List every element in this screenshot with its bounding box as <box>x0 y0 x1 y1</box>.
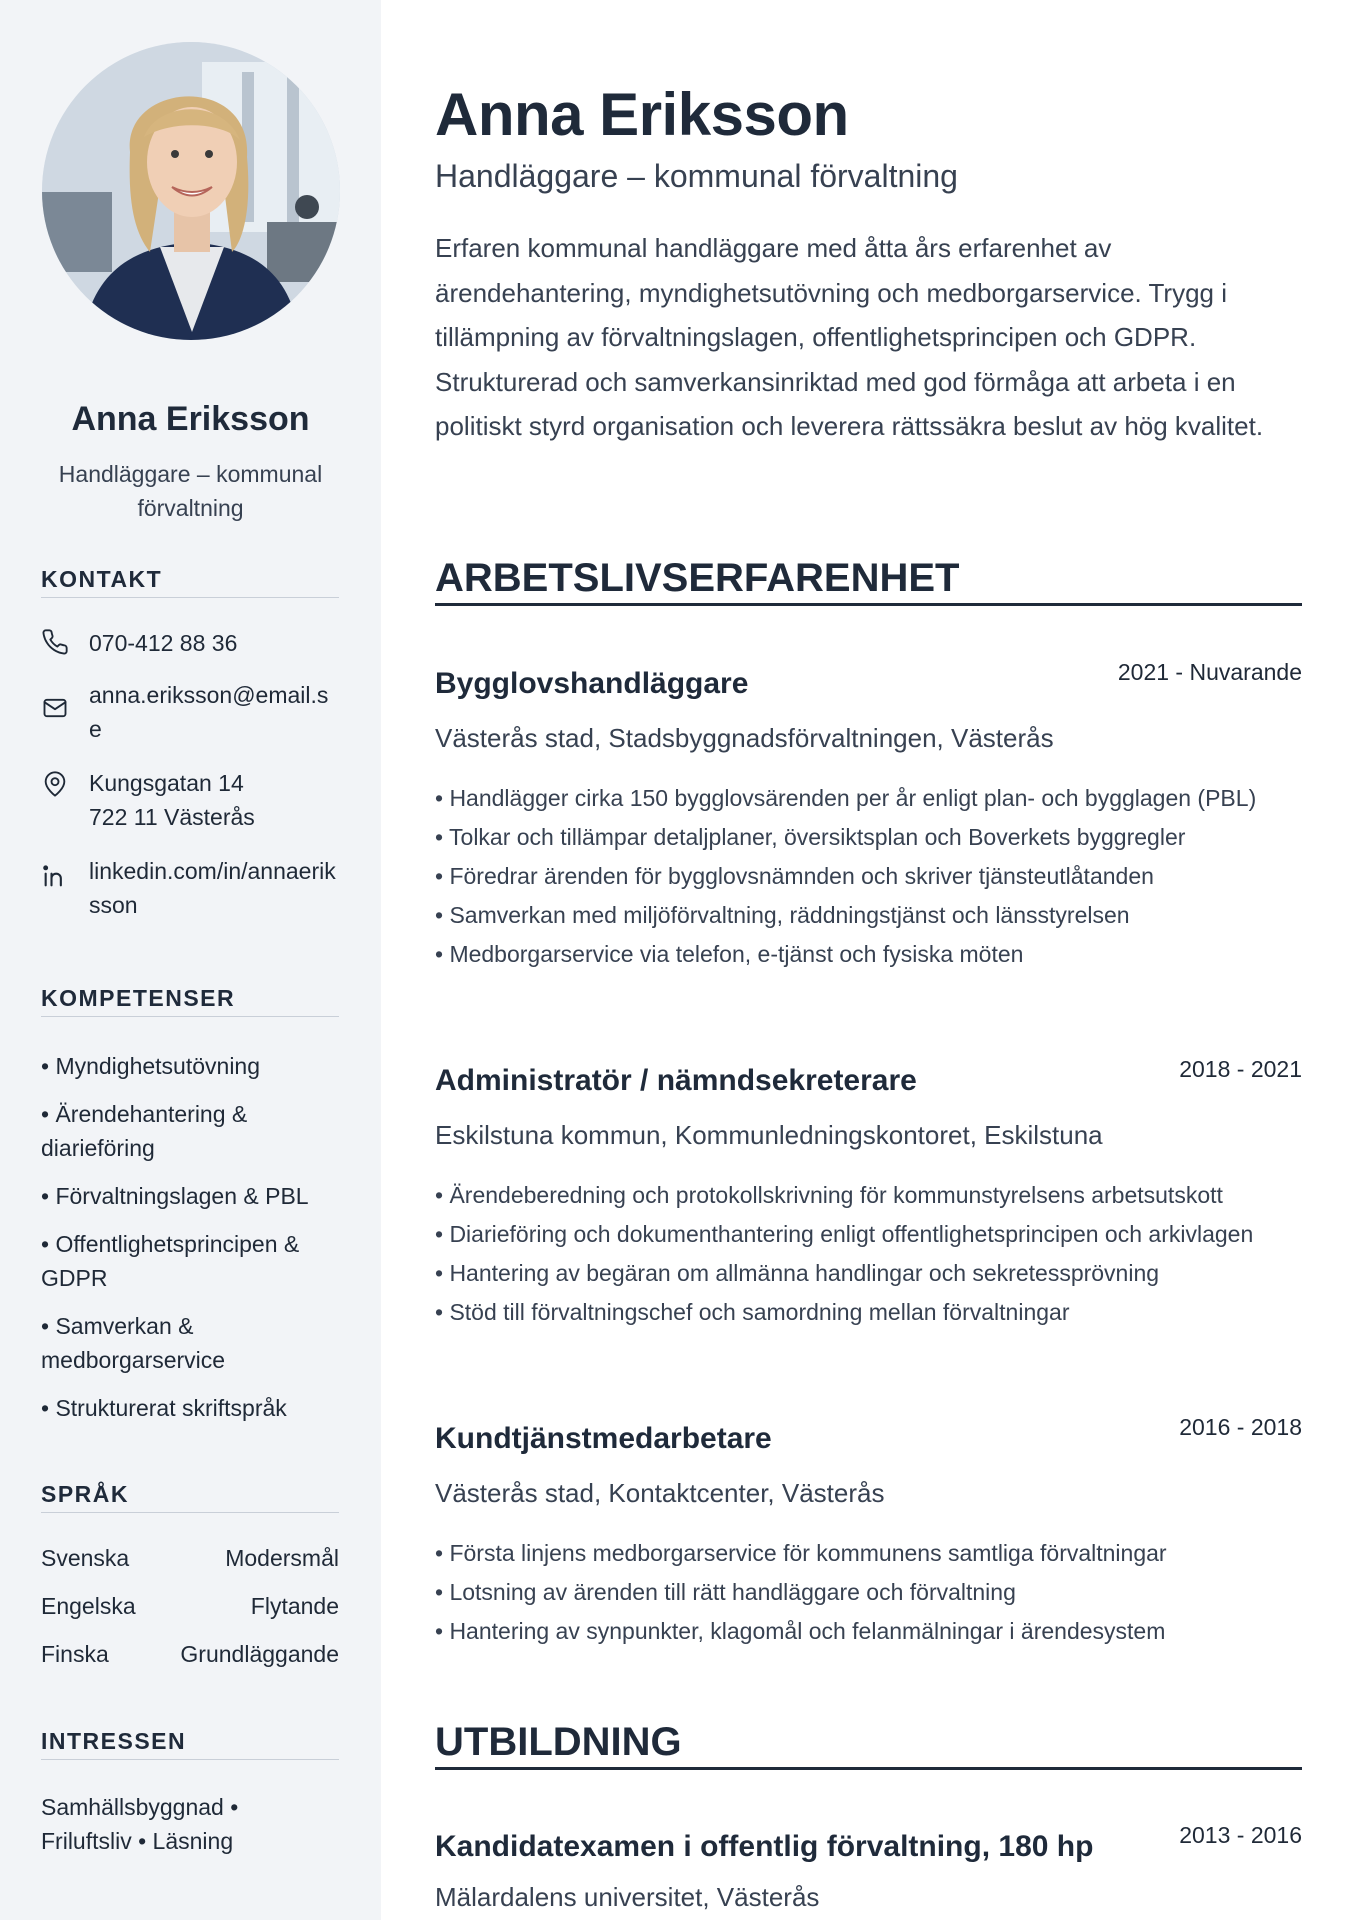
page-title: Anna Eriksson <box>435 81 849 148</box>
job-bullet: • Lotsning av ärenden till rätt handläggare och förvaltning <box>435 1579 1016 1605</box>
skill-item: • Myndighetsutövning <box>41 1053 261 1079</box>
profile-photo <box>42 42 340 340</box>
job-title: Bygglovshandläggare <box>435 667 749 700</box>
skills-section <box>41 985 339 1439</box>
skill-item: • Offentlighetsprincipen & GDPR <box>41 1231 300 1291</box>
job-bullet: • Stöd till förvaltningschef och samordning mellan förvaltningar <box>435 1299 1070 1325</box>
profile-photo-illustration <box>42 42 340 340</box>
skill-item: • Strukturerat skriftspråk <box>41 1395 287 1421</box>
job-bullet: • Hantering av synpunkter, klagomål och felanmälningar i ärendesystem <box>435 1618 1166 1644</box>
job-bullet: • Första linjens medborgarservice för kommunens samtliga förvaltningar <box>435 1540 1167 1566</box>
job-bullet: • Medborgarservice via telefon, e-tjänst och fysiska möten <box>435 941 1024 967</box>
job-organization: Eskilstuna kommun, Kommunledningskontoret, Eskilstuna <box>435 1120 1103 1150</box>
job-date: 2016 - 2018 <box>1179 1414 1302 1440</box>
job-bullet: • Handlägger cirka 150 bygglovsärenden per år enligt plan- och bygglagen (PBL) <box>435 785 1257 811</box>
email-address[interactable]: anna.eriksson@email.se <box>89 682 329 742</box>
language-level: Modersmål <box>225 1545 339 1571</box>
education-heading: UTBILDNING <box>435 1720 1302 1770</box>
contact-section <box>41 566 339 598</box>
experience-heading: ARBETSLIVSERFARENHET <box>435 556 1302 606</box>
language-name: Finska <box>41 1641 109 1667</box>
sidebar <box>0 0 381 1920</box>
address-line-2: 722 11 Västerås <box>89 804 255 830</box>
main-job-title: Handläggare – kommunal förvaltning <box>435 158 958 194</box>
job-organization: Västerås stad, Kontaktcenter, Västerås <box>435 1478 885 1508</box>
interests-section <box>41 1728 339 1858</box>
language-name: Engelska <box>41 1593 136 1619</box>
skills-list <box>41 1049 339 1425</box>
skill-item: • Ärendehantering & diarieföring <box>41 1101 248 1161</box>
job-bullet: • Ärendeberedning och protokollskrivning för kommunstyrelsens arbetsutskott <box>435 1182 1223 1208</box>
skill-item: • Förvaltningslagen & PBL <box>41 1183 309 1209</box>
job-title: Kundtjänstmedarbetare <box>435 1422 772 1455</box>
language-row <box>41 1641 339 1689</box>
education-date: 2013 - 2016 <box>1179 1822 1302 1848</box>
job-bullet: • Föredrar ärenden för bygglovsnämnden och skriver tjänsteutlåtanden <box>435 863 1154 889</box>
interests-text: Samhällsbyggnad • Friluftsliv • Läsning <box>41 1794 239 1854</box>
contact-list <box>41 626 339 926</box>
address-line-1: Kungsgatan 14 <box>89 770 244 796</box>
phone-number[interactable]: 070-412 88 36 <box>89 630 238 656</box>
sidebar-job-title: Handläggare – kommunal förvaltning <box>58 461 323 521</box>
languages-section <box>41 1481 339 1689</box>
contact-heading: KONTAKT <box>41 566 339 598</box>
job-bullet: • Tolkar och tillämpar detaljplaner, översiktsplan och Boverkets byggregler <box>435 824 1186 850</box>
linkedin-icon <box>41 862 69 890</box>
mail-icon <box>41 694 69 722</box>
phone-icon <box>41 628 69 656</box>
job-bullets <box>435 1176 1302 1332</box>
skills-heading: KOMPETENSER <box>41 985 339 1017</box>
languages-list <box>41 1545 339 1689</box>
interests-heading: INTRESSEN <box>41 1728 339 1760</box>
job-bullet: • Samverkan med miljöförvaltning, räddningstjänst och länsstyrelsen <box>435 902 1130 928</box>
job-date: 2018 - 2021 <box>1179 1056 1302 1082</box>
skill-item: • Samverkan & medborgarservice <box>41 1313 226 1373</box>
language-level: Flytande <box>250 1593 339 1619</box>
job-bullet: • Hantering av begäran om allmänna handlingar och sekretessprövning <box>435 1260 1160 1286</box>
education-institution: Mälardalens universitet, Västerås <box>435 1882 820 1912</box>
language-level: Grundläggande <box>180 1641 339 1667</box>
job-organization: Västerås stad, Stadsbyggnadsförvaltningen, Västerås <box>435 723 1054 753</box>
languages-heading: SPRÅK <box>41 1481 339 1513</box>
sidebar-name: Anna Eriksson <box>71 400 310 438</box>
job-title: Administratör / nämndsekreterare <box>435 1064 917 1097</box>
language-row <box>41 1593 339 1641</box>
language-row <box>41 1545 339 1593</box>
education-title: Kandidatexamen i offentlig förvaltning, 180 hp <box>435 1830 1094 1863</box>
job-bullet: • Diarieföring och dokumenthantering enligt offentlighetsprincipen och arkivlagen <box>435 1221 1254 1247</box>
profile-summary: Erfaren kommunal handläggare med åtta års erfarenhet av ärendehantering, myndighetsutövning och medborgarservice. Trygg i tillämpning av förvaltningslagen, offentlighetsprincipen och GDPR. Strukturerad och samverkansinriktad med god förmåga att arbeta i en politiskt styrd organisation och leverera rättssäkra beslut av hög kvalitet. <box>435 233 1264 441</box>
job-bullets <box>435 779 1302 974</box>
location-pin-icon <box>41 770 69 798</box>
language-name: Svenska <box>41 1545 130 1571</box>
job-bullets <box>435 1534 1302 1651</box>
linkedin-url[interactable]: linkedin.com/in/annaeriksson <box>89 858 336 918</box>
job-date: 2021 - Nuvarande <box>1117 659 1302 685</box>
